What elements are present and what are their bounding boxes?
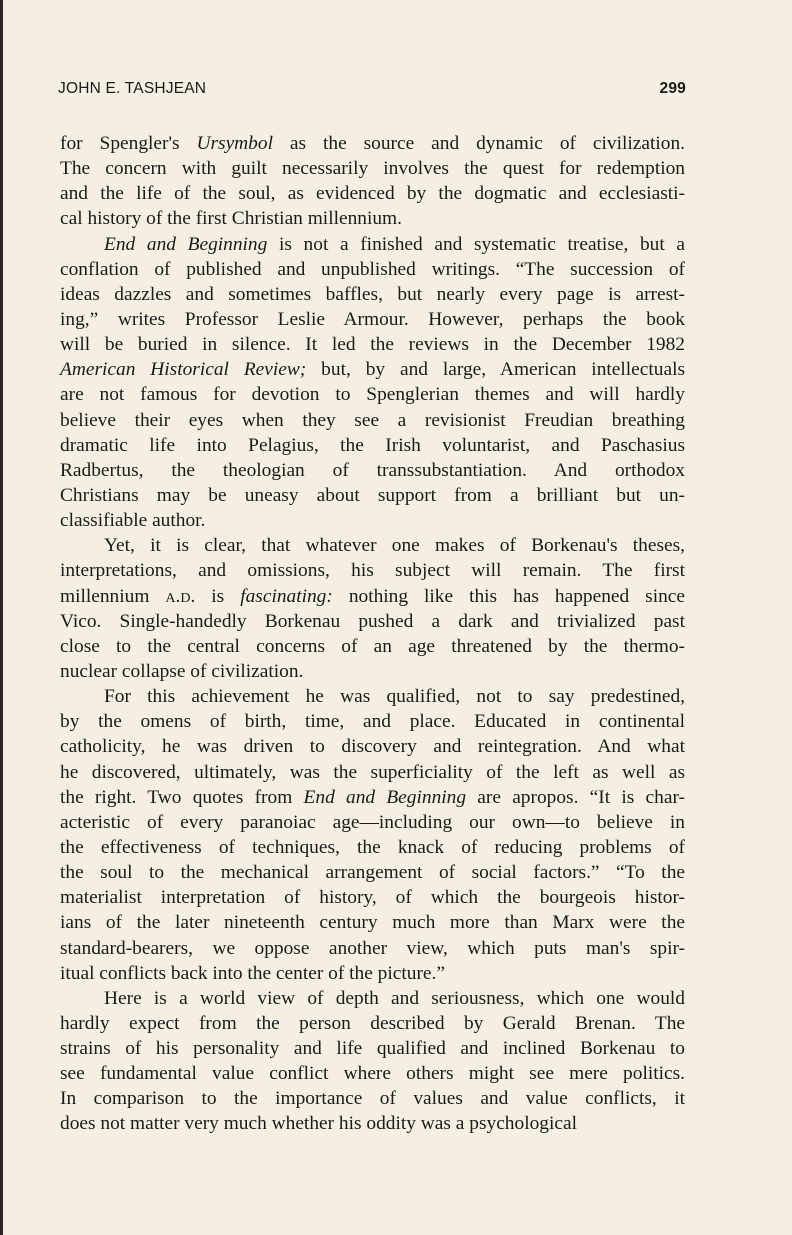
text-line: close to the central concerns of an age threatened by the thermo- (60, 635, 685, 657)
text-line: Vico. Single-handedly Borkenau pushed a dark and trivialized past (60, 610, 685, 632)
text-line: classifiable author. (60, 510, 206, 532)
text-line: dramatic life into Pelagius, the Irish voluntarist, and Paschasius (60, 434, 685, 456)
text-line: nuclear collapse of civilization. (60, 660, 304, 682)
text-line: hardly expect from the person described by Gerald Brenan. The (60, 1012, 685, 1034)
text-line: will be buried in silence. It led the reviews in the December 1982 (60, 334, 685, 356)
page-number: 299 (659, 80, 686, 97)
text-line: itual conflicts back into the center of the picture.” (60, 962, 445, 984)
text-line: are not famous for devotion to Spenglerian themes and will hardly (60, 384, 685, 406)
small-caps-text: a.d. (165, 585, 196, 607)
text-line: American Historical Review; but, by and large, American intellectuals (60, 359, 685, 381)
text-line: ing,” writes Professor Leslie Armour. However, perhaps the book (60, 308, 685, 330)
text-line: the soul to the mechanical arrangement of social factors.” “To the (60, 862, 685, 884)
text-line: conflation of published and unpublished writings. “The succession of (60, 258, 685, 280)
text-line: standard-bearers, we oppose another view, which puts man's spir- (60, 937, 685, 959)
text-line: the right. Two quotes from End and Beginning are apropos. “It is char- (60, 786, 685, 808)
italic-text: End and Beginning (104, 233, 268, 255)
text-line: Radbertus, the theologian of transsubstantiation. And orthodox (60, 459, 685, 481)
text-line: interpretations, and omissions, his subject will remain. The first (60, 560, 685, 582)
body-text (60, 131, 685, 1137)
text-line: he discovered, ultimately, was the superficiality of the left as well as (60, 761, 685, 783)
running-head (58, 80, 686, 100)
text-line: by the omens of birth, time, and place. Educated in continental (60, 711, 685, 733)
text-line: End and Beginning is not a finished and systematic treatise, but a (104, 233, 685, 255)
text-line: Christians may be uneasy about support from a brilliant but un- (60, 484, 685, 506)
italic-text: American Historical Review; (60, 359, 307, 381)
text-line: millennium a.d. is fascinating: nothing like this has happened since (60, 585, 685, 607)
text-line: In comparison to the importance of values and value conflicts, it (60, 1088, 685, 1110)
text-line: does not matter very much whether his oddity was a psychological (60, 1113, 577, 1135)
page-edge (0, 0, 3, 1235)
text-line: materialist interpretation of history, of which the bourgeois histor- (60, 887, 685, 909)
text-line: ideas dazzles and sometimes baffles, but nearly every page is arrest- (60, 283, 685, 305)
text-line: believe their eyes when they see a revisionist Freudian breathing (60, 409, 685, 431)
text-line: The concern with guilt necessarily involves the quest for redemption (60, 158, 685, 180)
text-line: and the life of the soul, as evidenced by the dogmatic and ecclesiasti- (60, 183, 685, 205)
text-line: strains of his personality and life qualified and inclined Borkenau to (60, 1038, 685, 1060)
running-head-author: JOHN E. TASHJEAN (58, 80, 207, 97)
italic-text: End and Beginning (303, 786, 467, 808)
text-line: acteristic of every paranoiac age—including our own—to believe in (60, 811, 685, 833)
text-line: For this achievement he was qualified, not to say predestined, (104, 686, 685, 708)
italic-text: fascinating: (240, 585, 333, 607)
text-line: for Spengler's Ursymbol as the source and dynamic of civilization. (60, 133, 685, 154)
text-line: Here is a world view of depth and seriousness, which one would (104, 987, 685, 1009)
text-line: cal history of the first Christian millennium. (60, 208, 402, 230)
text-line: Yet, it is clear, that whatever one makes of Borkenau's theses, (104, 535, 685, 557)
text-line: see fundamental value conflict where others might see mere politics. (60, 1063, 685, 1085)
text-line: catholicity, he was driven to discovery and reintegration. And what (60, 736, 685, 758)
text-line: ians of the later nineteenth century much more than Marx were the (60, 912, 685, 934)
text-line: the effectiveness of techniques, the knack of reducing problems of (60, 836, 685, 858)
italic-text: Ursymbol (196, 133, 273, 154)
